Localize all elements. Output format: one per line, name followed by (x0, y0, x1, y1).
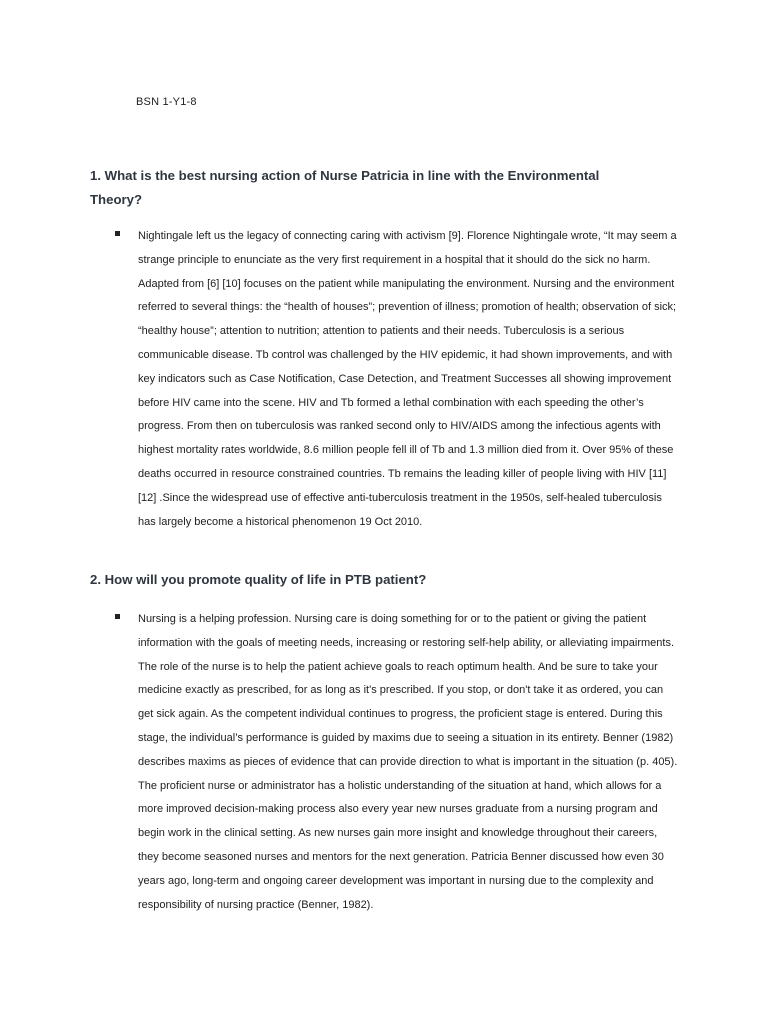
answer-2-bullet (115, 608, 680, 917)
square-bullet-icon (115, 614, 120, 619)
answer-1-bullet (115, 225, 680, 534)
answer-1-text: Nightingale left us the legacy of connecting caring with activism [9]. Florence Nightingale wrote, “It may seem a strange principle to enunciate as the very first requirement in a hospital that it should do the sick no harm. Adapted from [6] [10] focuses on the patient while manipulating the environment. Nursing and the environment referred to several things: the “health of houses”; prevention of illness; promotion of health; observation of sick; “healthy house”; attention to nutrition; attention to patients and their needs. Tuberculosis is a serious communicable disease. Tb control was challenged by the HIV epidemic, it had shown improvements, and with key indicators such as Case Notification, Case Detection, and Treatment Successes all showing improvement before HIV came into the scene. HIV and Tb formed a lethal combination with each speeding the other’s progress. From then on tuberculosis was ranked second only to HIV/AIDS among the infectious agents with highest mortality rates worldwide, 8.6 million people fell ill of Tb and 1.3 million died from it. Over 95% of these deaths occurred in resource constrained countries. Tb remains the leading killer of people living with HIV [11] [12] .Since the widespread use of effective anti-tuberculosis treatment in the 1950s, self-healed tuberculosis has largely become a historical phenomenon 19 Oct 2010. (138, 230, 677, 528)
answer-2-text: Nursing is a helping profession. Nursing care is doing something for or to the patient or giving the patient information with the goals of meeting needs, increasing or restoring self-help ability, or alleviating impairments. The role of the nurse is to help the patient achieve goals to reach optimum health. And be sure to take your medicine exactly as prescribed, for as long as it's prescribed. If you stop, or don't take it as ordered, you can get sick again. As the competent individual continues to progress, the proficient stage is entered. During this stage, the individual’s performance is guided by maxims due to seeing a situation in its entirety. Benner (1982) describes maxims as pieces of evidence that can provide direction to what is important in the situation (p. 405). The proficient nurse or administrator has a holistic understanding of the situation at hand, which allows for a more improved decision-making process also every year new nurses graduate from a nursing program and begin work in the clinical setting. As new nurses gain more insight and knowledge throughout their careers, they become seasoned nurses and mentors for the next generation. Patricia Benner discussed how even 30 years ago, long-term and ongoing career development was important in nursing due to the complexity and responsibility of nursing practice (Benner, 1982). (138, 613, 678, 911)
document-header-code: BSN 1-Y1-8 (136, 96, 197, 108)
question-1-heading: 1. What is the best nursing action of Nurse Patricia in line with the Environmental Theory? (90, 168, 600, 207)
question-2-heading: 2. How will you promote quality of life in PTB patient? (90, 572, 427, 587)
square-bullet-icon (115, 231, 120, 236)
